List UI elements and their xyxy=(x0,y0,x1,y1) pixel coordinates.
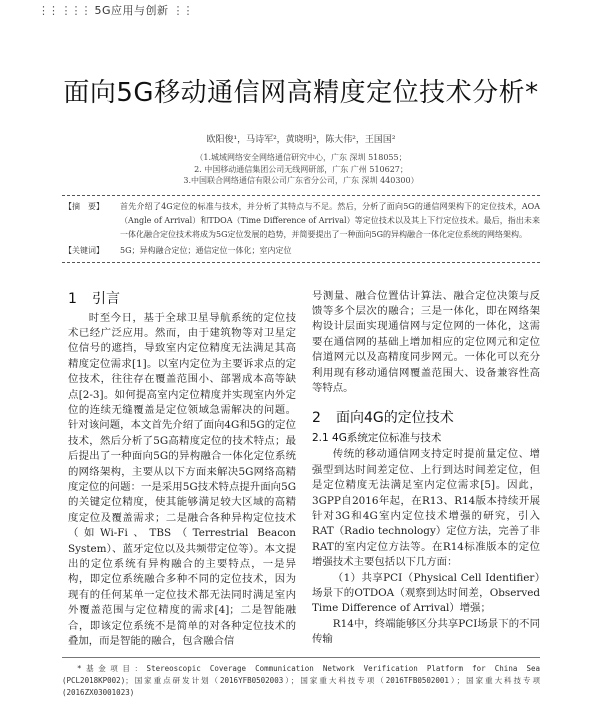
journal-section-header xyxy=(38,2,540,18)
footnote-text: *基金项目：Stereoscopic Coverage Communication Network Verification Platform for China Sea (PCL2018KP002)；国家重点研发计划（2016YFB0502003）；国家重大科技专项（2016TFB0502001）；国家重大科技专项(2016ZX03001023) xyxy=(62,664,540,698)
section-number: 1 xyxy=(68,290,77,307)
keywords xyxy=(64,244,540,258)
body-columns xyxy=(68,289,540,650)
section-title: 面向4G的定位技术 xyxy=(336,410,454,427)
abstract xyxy=(64,200,540,242)
affiliation: 3.中国联合网络通信有限公司广东省分公司，广东 深圳 440300） xyxy=(183,176,419,185)
subsection-title: 4G系统定位标准与技术 xyxy=(332,432,442,445)
paragraph: （1）共享PCI（Physical Cell Identifier）场景下的OTDOA（观察到达时间差，Observed Time Difference of Arrival）增强； xyxy=(312,571,540,615)
section-2-1-heading xyxy=(312,430,540,447)
left-column xyxy=(68,289,296,650)
header-dots: ⋮⋮ ⋮⋮⋮ xyxy=(38,4,91,17)
keywords-text: 5G；异构融合定位；通信定位一体化；室内定位 xyxy=(120,245,292,255)
right-column xyxy=(312,289,540,650)
subsection-number: 2.1 xyxy=(312,432,329,445)
abstract-text: 首先介绍了4G定位的标准与技术，并分析了其特点与不足。然后，分析了面向5G的通信网架构下的定位技术，AOA（Angle of Arrival）和TDOA（Time Difference of Arrival）等定位技术以及其上下行定位技术。最后，指出未来一体化融合定位技术将成为5G定位发展的趋势，并简要提出了一种面向5G的异构融合一体化定位系统的网络架构。 xyxy=(120,201,540,239)
keywords-label: 【关键词】 xyxy=(64,245,104,255)
footnote-rule xyxy=(62,657,540,658)
section-title: 引言 xyxy=(92,290,120,307)
paragraph: 号测量、融合位置估计算法、融合定位决策与反馈等多个层次的融合；三是一体化，即在网络架构设计层面实现通信网与定位网的一体化，这需要在通信网的基础上增加相应的定位网元和定位信道网元以及高精度同步网元。一体化可以充分利用现有移动通信网覆盖范围大、设备兼容性高等特点。 xyxy=(312,289,540,394)
affiliation: 2. 中国移动通信集团公司无线网研部，广东 广州 510627； xyxy=(194,164,408,174)
section-2-heading xyxy=(312,408,540,428)
funding-footnote xyxy=(62,663,540,699)
section-number: 2 xyxy=(312,410,321,427)
paragraph: 时至今日，基于全球卫星导航系统的定位技术已经广泛应用。然而，由于建筑物等对卫星定位信号的遮挡，导致室内定位精度无法满足其高精度定位需求[1]。以室内定位为主要诉求点的定位技术，往往存在覆盖范围小、部署成本高等缺点[2-3]。如何提高室内定位精度并实现室内外定位的连续无缝覆盖是定位领域急需解决的问题。针对该问题，本文首先介绍了面向4G和5G的定位技术，然后分析了5G高精度定位的技术特点；最后提出了一种面向5G的异构融合一体化定位系统的网络架构，主要从以下方面来解决5G网络高精度定位的问题：一是采用5G技术特点提升面向5G的关键定位精度，使其能够满足较大区域的高精度定位及覆盖需求；二是融合各种异构定位技术（如Wi-Fi、TBS（Terrestrial Beacon System）、蓝牙定位以及共频带定位等）。本文提出的定位系统有异构融合的主要特点，一是异构，即定位系统融合多种不同的定位技术，因为现有的任何某单一定位技术都无法同时满足室内外覆盖范围与定位精度的需求[4]；二是智能融合，即该定位系统不是简单的对各种定位技术的叠加，而是智能的融合，包含融合信 xyxy=(68,311,296,648)
affiliations xyxy=(0,152,600,187)
paper-title: 面向5G移动通信网高精度定位技术分析* xyxy=(63,78,539,108)
header-section-name: 5G应用与创新 xyxy=(94,4,169,17)
author-list: 欧阳俊¹，马诗军²，黄晓明³，陈大伟²，王国国² xyxy=(206,135,396,145)
affiliation: （1.城域网络安全网络通信研究中心，广东 深圳 518055； xyxy=(195,153,407,162)
abstract-label: 【摘 要】 xyxy=(64,201,104,211)
spacer xyxy=(312,396,540,408)
paragraph: 传统的移动通信网支持定时提前量定位、增强型到达时间差定位、上行到达时间差定位，但是定位精度无法满足室内定位需求[5]。因此，3GPP自2016年起，在R13、R14版本持续开展针对3G和4G室内定位技术增强的研究，引入RAT（Radio technology）定位方法，完善了非RAT的室内定位方法等。在R14标准版本的定位增强技术主要包括以下几方面： xyxy=(312,448,540,569)
header-dots-end: ⋮⋮ xyxy=(172,4,193,17)
section-1-heading xyxy=(68,289,296,309)
abstract-top-rule xyxy=(62,195,540,196)
paragraph: R14中，终端能够区分共享PCI场景下的不同传输 xyxy=(312,617,540,646)
abstract-bottom-rule xyxy=(62,262,540,263)
